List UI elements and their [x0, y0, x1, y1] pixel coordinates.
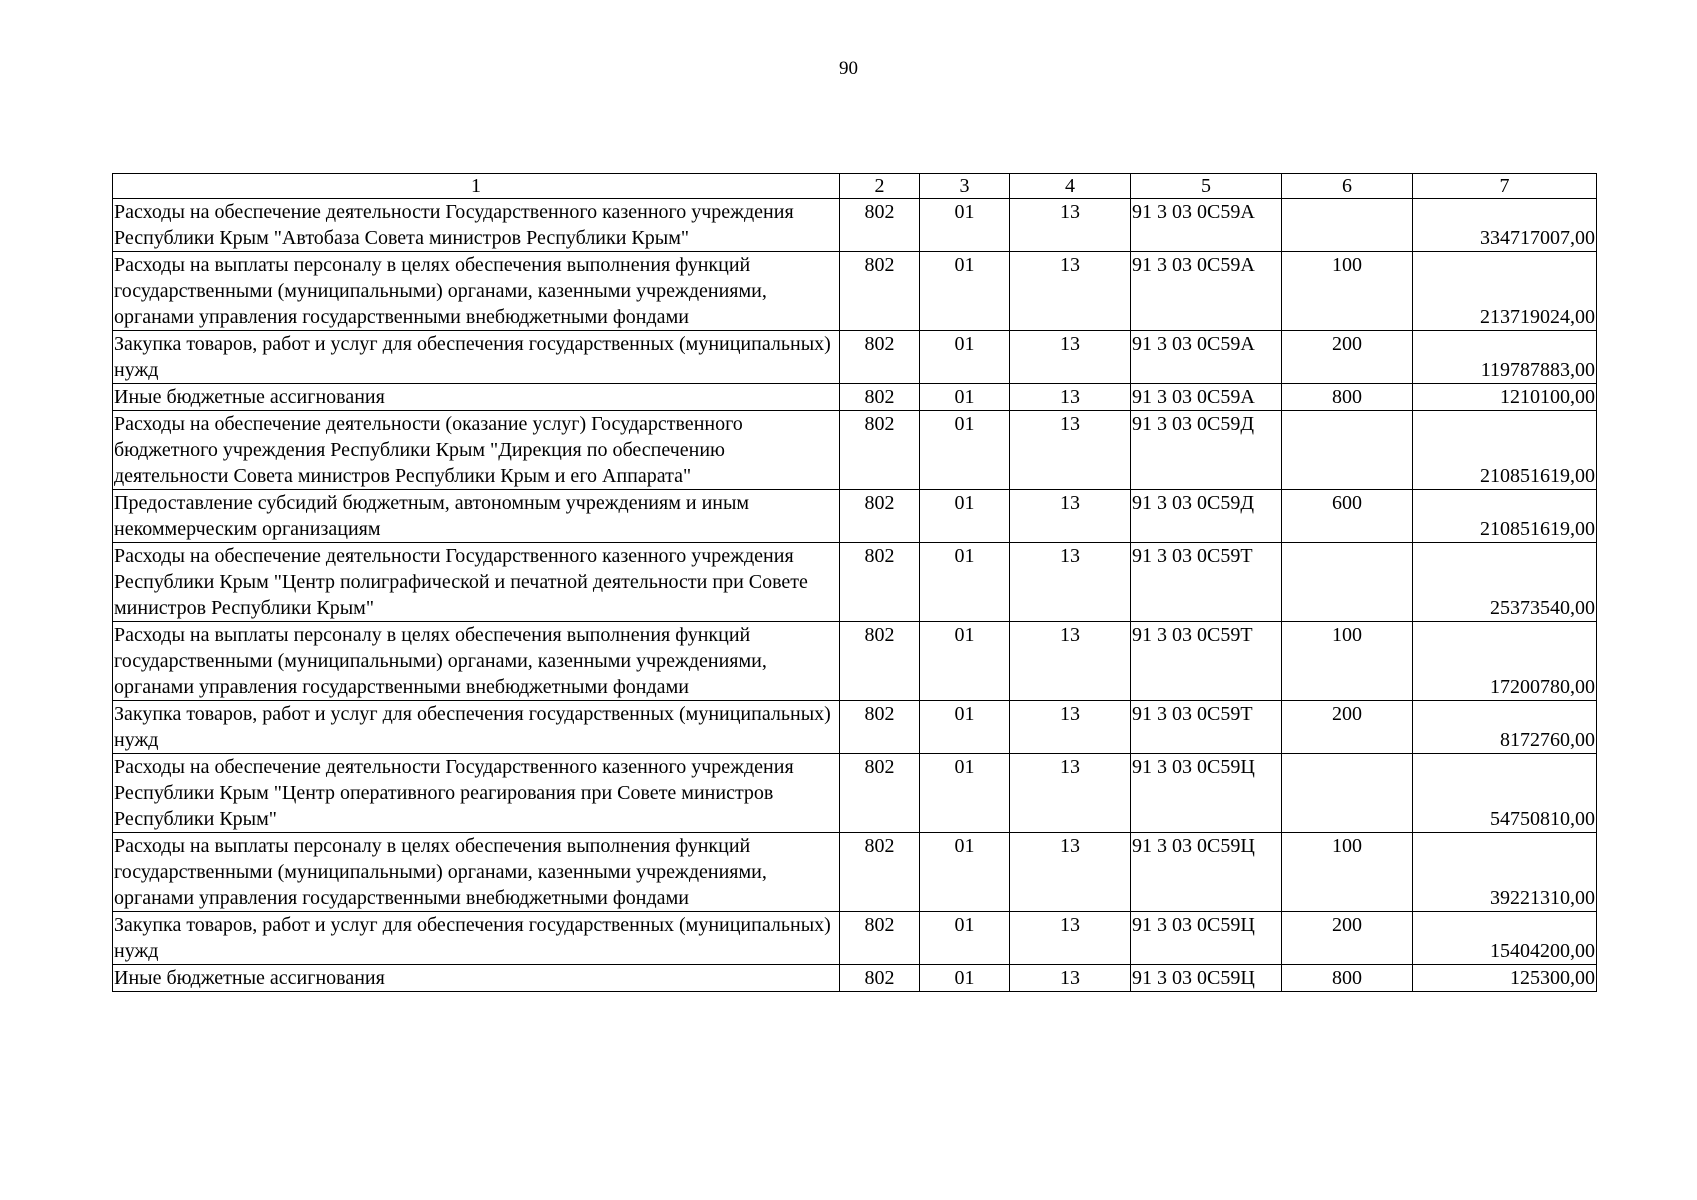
row-expense-type-cell: 100 [1282, 833, 1413, 912]
row-name-cell: Закупка товаров, работ и услуг для обеспечения государственных (муниципальных) нужд [113, 331, 840, 384]
header-cell-1: 1 [113, 174, 840, 199]
row-code-4-cell: 13 [1010, 384, 1131, 411]
row-name-cell: Предоставление субсидий бюджетным, автономным учреждениям и иным некоммерческим организациям [113, 490, 840, 543]
header-cell-3: 3 [920, 174, 1010, 199]
row-expense-type-cell: 200 [1282, 331, 1413, 384]
row-code-2-cell: 802 [840, 833, 920, 912]
row-code-3-cell: 01 [920, 754, 1010, 833]
row-expense-type-cell [1282, 543, 1413, 622]
row-amount-cell: 25373540,00 [1413, 543, 1597, 622]
budget-table [112, 173, 1597, 992]
row-expense-type-cell [1282, 199, 1413, 252]
row-expense-type-cell: 600 [1282, 490, 1413, 543]
row-target-code-cell: 91 3 03 0С59А [1131, 252, 1282, 331]
row-expense-type-cell: 800 [1282, 965, 1413, 992]
row-amount-cell: 39221310,00 [1413, 833, 1597, 912]
row-code-2-cell: 802 [840, 411, 920, 490]
row-expense-type-cell: 200 [1282, 912, 1413, 965]
header-cell-4: 4 [1010, 174, 1131, 199]
row-code-2-cell: 802 [840, 543, 920, 622]
table-row [113, 331, 1597, 384]
table-row [113, 965, 1597, 992]
row-amount-cell: 210851619,00 [1413, 411, 1597, 490]
row-code-4-cell: 13 [1010, 912, 1131, 965]
header-cell-7: 7 [1413, 174, 1597, 199]
table-header-row [113, 174, 1597, 199]
row-code-3-cell: 01 [920, 833, 1010, 912]
row-amount-cell: 54750810,00 [1413, 754, 1597, 833]
table-row [113, 912, 1597, 965]
row-target-code-cell: 91 3 03 0С59Д [1131, 411, 1282, 490]
row-name-cell: Расходы на выплаты персоналу в целях обеспечения выполнения функций государственными (муниципальными) органами, казенными учреждениями, органами управления государственными внебюджетными фондами [113, 833, 840, 912]
row-name-cell: Закупка товаров, работ и услуг для обеспечения государственных (муниципальных) нужд [113, 701, 840, 754]
table-row [113, 622, 1597, 701]
row-target-code-cell: 91 3 03 0С59Ц [1131, 912, 1282, 965]
row-name-cell: Расходы на обеспечение деятельности Государственного казенного учреждения Республики Крым "Центр оперативного реагирования при Совете министров Республики Крым" [113, 754, 840, 833]
header-cell-6: 6 [1282, 174, 1413, 199]
row-amount-cell: 8172760,00 [1413, 701, 1597, 754]
row-amount-cell: 17200780,00 [1413, 622, 1597, 701]
row-name-cell: Расходы на обеспечение деятельности (оказание услуг) Государственного бюджетного учреждения Республики Крым "Дирекция по обеспечению деятельности Совета министров Республики Крым и его Аппарата" [113, 411, 840, 490]
table-row [113, 490, 1597, 543]
row-target-code-cell: 91 3 03 0С59Т [1131, 622, 1282, 701]
row-name-cell: Расходы на обеспечение деятельности Государственного казенного учреждения Республики Крым "Автобаза Совета министров Республики Крым" [113, 199, 840, 252]
row-expense-type-cell: 800 [1282, 384, 1413, 411]
row-code-3-cell: 01 [920, 384, 1010, 411]
table-row [113, 833, 1597, 912]
row-code-3-cell: 01 [920, 912, 1010, 965]
row-code-4-cell: 13 [1010, 331, 1131, 384]
row-code-2-cell: 802 [840, 754, 920, 833]
row-code-3-cell: 01 [920, 490, 1010, 543]
row-code-3-cell: 01 [920, 252, 1010, 331]
row-code-3-cell: 01 [920, 701, 1010, 754]
row-amount-cell: 210851619,00 [1413, 490, 1597, 543]
row-target-code-cell: 91 3 03 0С59Ц [1131, 754, 1282, 833]
row-code-4-cell: 13 [1010, 252, 1131, 331]
row-target-code-cell: 91 3 03 0С59Т [1131, 543, 1282, 622]
row-code-2-cell: 802 [840, 252, 920, 331]
row-code-3-cell: 01 [920, 543, 1010, 622]
row-target-code-cell: 91 3 03 0С59Д [1131, 490, 1282, 543]
row-name-cell: Закупка товаров, работ и услуг для обеспечения государственных (муниципальных) нужд [113, 912, 840, 965]
row-code-2-cell: 802 [840, 490, 920, 543]
row-code-3-cell: 01 [920, 622, 1010, 701]
row-amount-cell: 334717007,00 [1413, 199, 1597, 252]
row-expense-type-cell: 200 [1282, 701, 1413, 754]
row-name-cell: Расходы на обеспечение деятельности Государственного казенного учреждения Республики Крым "Центр полиграфической и печатной деятельности при Совете министров Республики Крым" [113, 543, 840, 622]
row-amount-cell: 213719024,00 [1413, 252, 1597, 331]
row-code-2-cell: 802 [840, 701, 920, 754]
row-expense-type-cell [1282, 754, 1413, 833]
row-code-2-cell: 802 [840, 384, 920, 411]
row-name-cell: Расходы на выплаты персоналу в целях обеспечения выполнения функций государственными (муниципальными) органами, казенными учреждениями, органами управления государственными внебюджетными фондами [113, 252, 840, 331]
row-expense-type-cell: 100 [1282, 252, 1413, 331]
row-name-cell: Расходы на выплаты персоналу в целях обеспечения выполнения функций государственными (муниципальными) органами, казенными учреждениями, органами управления государственными внебюджетными фондами [113, 622, 840, 701]
table-row [113, 701, 1597, 754]
row-code-3-cell: 01 [920, 199, 1010, 252]
row-code-2-cell: 802 [840, 331, 920, 384]
row-code-4-cell: 13 [1010, 199, 1131, 252]
row-amount-cell: 1210100,00 [1413, 384, 1597, 411]
row-code-2-cell: 802 [840, 622, 920, 701]
header-cell-5: 5 [1131, 174, 1282, 199]
table-row [113, 384, 1597, 411]
table-row [113, 543, 1597, 622]
row-name-cell: Иные бюджетные ассигнования [113, 384, 840, 411]
header-cell-2: 2 [840, 174, 920, 199]
row-code-3-cell: 01 [920, 411, 1010, 490]
row-target-code-cell: 91 3 03 0С59А [1131, 199, 1282, 252]
row-code-3-cell: 01 [920, 965, 1010, 992]
row-code-2-cell: 802 [840, 199, 920, 252]
table-row [113, 411, 1597, 490]
table-row [113, 754, 1597, 833]
row-target-code-cell: 91 3 03 0С59Ц [1131, 965, 1282, 992]
row-code-3-cell: 01 [920, 331, 1010, 384]
row-name-cell: Иные бюджетные ассигнования [113, 965, 840, 992]
table-row [113, 252, 1597, 331]
row-target-code-cell: 91 3 03 0С59А [1131, 384, 1282, 411]
row-expense-type-cell [1282, 411, 1413, 490]
table-row [113, 199, 1597, 252]
row-expense-type-cell: 100 [1282, 622, 1413, 701]
row-code-4-cell: 13 [1010, 965, 1131, 992]
row-code-4-cell: 13 [1010, 543, 1131, 622]
row-code-4-cell: 13 [1010, 490, 1131, 543]
row-amount-cell: 125300,00 [1413, 965, 1597, 992]
row-code-2-cell: 802 [840, 912, 920, 965]
row-amount-cell: 119787883,00 [1413, 331, 1597, 384]
row-code-2-cell: 802 [840, 965, 920, 992]
row-target-code-cell: 91 3 03 0С59Ц [1131, 833, 1282, 912]
row-code-4-cell: 13 [1010, 701, 1131, 754]
row-code-4-cell: 13 [1010, 833, 1131, 912]
row-target-code-cell: 91 3 03 0С59Т [1131, 701, 1282, 754]
row-amount-cell: 15404200,00 [1413, 912, 1597, 965]
row-target-code-cell: 91 3 03 0С59А [1131, 331, 1282, 384]
page-number: 90 [839, 58, 858, 79]
row-code-4-cell: 13 [1010, 754, 1131, 833]
row-code-4-cell: 13 [1010, 622, 1131, 701]
row-code-4-cell: 13 [1010, 411, 1131, 490]
